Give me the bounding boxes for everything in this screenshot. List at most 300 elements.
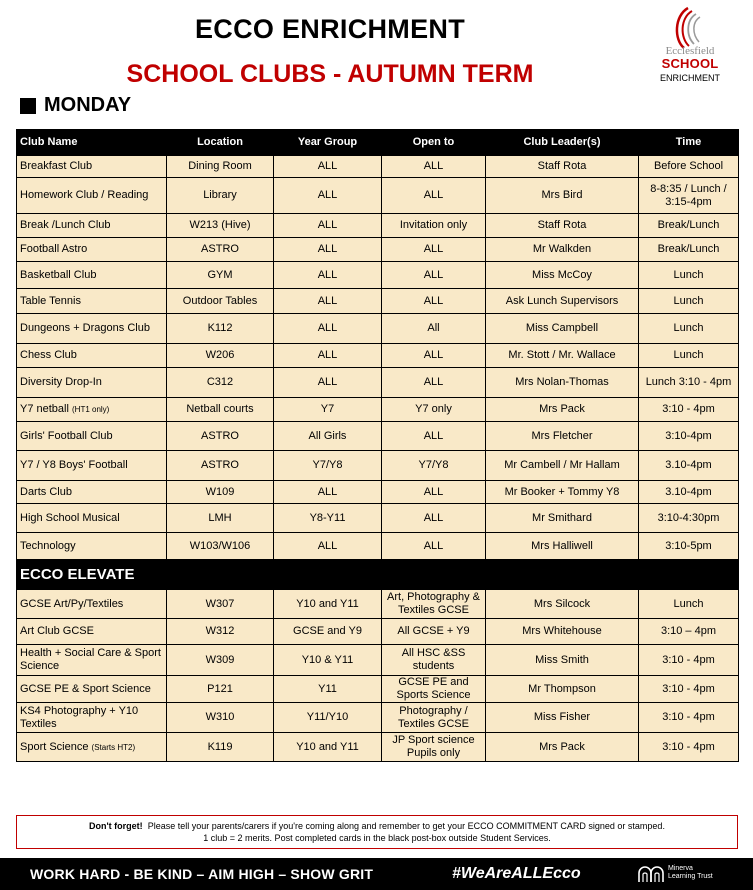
club-leader-text: Mrs Silcock <box>533 597 591 610</box>
location-cell <box>167 289 274 314</box>
footer-bar <box>0 858 753 890</box>
location-cell <box>167 368 274 398</box>
club-name-text: Health + Social Care & Sport Science <box>20 647 161 672</box>
location-cell <box>167 238 274 262</box>
open-to-cell <box>382 156 486 178</box>
location-text: ASTRO <box>201 459 239 471</box>
year-group-cell <box>274 344 382 368</box>
club-leader-text: Ask Lunch Supervisors <box>505 294 619 307</box>
section-title: ECCO ELEVATE <box>17 560 739 590</box>
table-row <box>17 676 739 703</box>
open-to-text: All <box>427 322 440 334</box>
time-text: 8-8:35 / Lunch / 3:15-4pm <box>650 182 727 208</box>
open-to-cell <box>382 533 486 560</box>
club-leader-cell <box>486 422 639 451</box>
open-to-text: ALL <box>423 429 444 442</box>
club-name-text: High School Musical <box>20 511 120 524</box>
year-group-cell <box>274 676 382 703</box>
club-name-text: Table Tennis <box>20 294 81 307</box>
year-group-cell <box>274 314 382 344</box>
club-leader-cell <box>486 533 639 560</box>
club-name-cell <box>17 533 167 560</box>
table-row <box>17 314 739 344</box>
open-to-cell <box>382 214 486 238</box>
open-to-text: Art, Photography & Textiles GCSE <box>387 591 480 616</box>
club-leader-cell <box>486 676 639 703</box>
club-name-cell <box>17 156 167 178</box>
table-row <box>17 645 739 676</box>
club-leader-cell <box>486 398 639 422</box>
table-row <box>17 262 739 289</box>
club-name-text: Homework Club / Reading <box>20 189 149 201</box>
club-leader-text: Mrs Bird <box>541 189 583 201</box>
club-name-cell <box>17 289 167 314</box>
time-text: Lunch <box>673 322 704 334</box>
club-name-cell <box>17 703 167 733</box>
table-row <box>17 703 739 733</box>
location-text: P121 <box>207 682 233 695</box>
table-row <box>17 178 739 214</box>
year-group-text: ALL <box>317 268 338 281</box>
club-name-cell <box>17 733 167 762</box>
club-leader-cell <box>486 289 639 314</box>
club-leader-text: Staff Rota <box>537 160 587 172</box>
year-group-text: Y11 <box>318 682 337 695</box>
location-cell <box>167 504 274 533</box>
open-to-text: ALL <box>423 189 444 201</box>
club-note-text: (HT1 only) <box>72 405 110 414</box>
year-group-text: ALL <box>317 539 338 552</box>
club-name-text: KS4 Photography + Y10 Textiles <box>20 704 139 730</box>
club-leader-cell <box>486 451 639 481</box>
open-to-text: ALL <box>423 376 444 388</box>
club-name-text: Basketball Club <box>20 268 97 281</box>
open-to-text: ALL <box>423 485 444 498</box>
location-text: W310 <box>205 711 235 723</box>
club-name-cell <box>17 262 167 289</box>
time-cell <box>639 481 739 504</box>
school-logo <box>640 4 740 96</box>
year-group-cell <box>274 398 382 422</box>
year-group-text: Y7/Y8 <box>312 459 343 471</box>
time-cell <box>639 344 739 368</box>
open-to-cell <box>382 504 486 533</box>
page-subtitle: SCHOOL CLUBS - AUTUMN TERM <box>126 60 534 88</box>
table-row <box>17 619 739 645</box>
year-group-text: Y10 and Y11 <box>296 597 359 610</box>
club-name-cell <box>17 422 167 451</box>
year-group-text: Y10 & Y11 <box>301 653 354 666</box>
club-name-text: Diversity Drop-In <box>20 376 102 388</box>
table-row <box>17 422 739 451</box>
open-to-text: ALL <box>423 243 444 255</box>
club-leader-text: Miss Smith <box>535 653 589 666</box>
year-group-cell <box>274 451 382 481</box>
year-group-text: ALL <box>317 294 338 307</box>
location-text: LMH <box>208 511 232 524</box>
open-to-text: Invitation only <box>399 219 468 231</box>
year-group-cell <box>274 368 382 398</box>
location-cell <box>167 156 274 178</box>
clubs-table <box>16 129 739 762</box>
location-text: Outdoor Tables <box>182 294 258 307</box>
location-text: ASTRO <box>201 243 239 255</box>
time-cell <box>639 645 739 676</box>
club-leader-text: Mrs Pack <box>539 740 585 753</box>
club-name-text: Sport Science <box>20 740 89 753</box>
column-header: Club Name <box>17 130 167 156</box>
club-leader-cell <box>486 344 639 368</box>
time-text: 3:10-4:30pm <box>657 511 720 524</box>
time-text: 3:10 - 4pm <box>662 711 715 723</box>
footer-slogan: WORK HARD - BE KIND – AIM HIGH – SHOW GRIT <box>30 866 374 882</box>
club-leader-text: Mr Smithard <box>532 511 592 524</box>
table-row <box>17 451 739 481</box>
location-cell <box>167 676 274 703</box>
open-to-text: ALL <box>423 268 444 281</box>
year-group-text: ALL <box>317 160 338 172</box>
time-text: Lunch <box>673 294 704 307</box>
club-leader-cell <box>486 733 639 762</box>
trust-logo <box>637 863 713 883</box>
club-leader-cell <box>486 178 639 214</box>
year-group-cell <box>274 504 382 533</box>
logo-line-school: SCHOOL <box>661 56 719 71</box>
time-cell <box>639 533 739 560</box>
year-group-cell <box>274 262 382 289</box>
club-leader-text: Miss Fisher <box>533 711 591 723</box>
club-leader-text: Mr Thompson <box>528 682 596 695</box>
time-text: Lunch <box>673 597 704 610</box>
club-leader-text: Miss Campbell <box>525 322 599 334</box>
year-group-text: ALL <box>317 219 338 231</box>
club-leader-cell <box>486 703 639 733</box>
open-to-cell <box>382 262 486 289</box>
year-group-text: Y11/Y10 <box>306 711 349 723</box>
time-text: 3:10 – 4pm <box>660 625 717 637</box>
square-bullet-icon <box>20 98 36 114</box>
open-to-text: Photography / Textiles GCSE <box>398 704 469 730</box>
time-cell <box>639 703 739 733</box>
club-leader-cell <box>486 238 639 262</box>
table-row <box>17 238 739 262</box>
table-row <box>17 344 739 368</box>
club-name-cell <box>17 676 167 703</box>
club-name-text: Y7 / Y8 Boys' Football <box>20 459 128 471</box>
location-cell <box>167 214 274 238</box>
year-group-cell <box>274 422 382 451</box>
open-to-cell <box>382 676 486 703</box>
club-name-cell <box>17 238 167 262</box>
day-label: MONDAY <box>44 94 132 116</box>
time-text: 3.10-4pm <box>665 485 712 498</box>
location-text: W109 <box>205 485 235 498</box>
location-cell <box>167 451 274 481</box>
time-text: Before School <box>653 160 724 172</box>
column-header: Open to <box>382 130 486 156</box>
time-cell <box>639 398 739 422</box>
open-to-text: ALL <box>423 294 444 307</box>
time-text: Break/Lunch <box>657 219 720 231</box>
table-row <box>17 289 739 314</box>
club-name-cell <box>17 214 167 238</box>
year-group-text: GCSE and Y9 <box>293 625 362 637</box>
open-to-text: ALL <box>423 160 444 172</box>
club-name-text: Girls' Football Club <box>20 429 113 442</box>
club-leader-text: Mr Booker + Tommy Y8 <box>504 485 620 498</box>
location-text: Netball courts <box>186 403 254 415</box>
notice-box <box>16 815 738 849</box>
club-leader-cell <box>486 214 639 238</box>
time-text: Lunch <box>673 349 704 361</box>
location-cell <box>167 314 274 344</box>
location-cell <box>167 398 274 422</box>
location-text: C312 <box>206 376 234 388</box>
time-cell <box>639 262 739 289</box>
location-cell <box>167 262 274 289</box>
footer-hashtag: #WeAreALLEcco <box>452 865 581 882</box>
time-text: 3:10 - 4pm <box>662 403 715 415</box>
open-to-text: All GCSE + Y9 <box>397 625 470 637</box>
year-group-cell <box>274 156 382 178</box>
column-header: Location <box>167 130 274 156</box>
year-group-text: ALL <box>317 349 338 361</box>
club-leader-text: Mrs Fletcher <box>531 429 593 442</box>
club-name-cell <box>17 314 167 344</box>
year-group-cell <box>274 238 382 262</box>
time-cell <box>639 733 739 762</box>
club-name-text: GCSE Art/Py/Textiles <box>20 597 124 610</box>
club-leader-cell <box>486 262 639 289</box>
year-group-text: Y7 <box>320 403 335 415</box>
club-leader-text: Staff Rota <box>537 219 587 231</box>
open-to-cell <box>382 178 486 214</box>
club-leader-text: Mr. Stott / Mr. Wallace <box>508 349 616 361</box>
location-cell <box>167 645 274 676</box>
club-leader-cell <box>486 368 639 398</box>
year-group-text: All Girls <box>308 429 347 442</box>
location-text: W309 <box>205 653 235 666</box>
location-cell <box>167 344 274 368</box>
club-name-text: Technology <box>20 539 76 552</box>
club-leader-text: Miss McCoy <box>532 268 592 281</box>
time-text: 3:10-5pm <box>665 539 712 552</box>
open-to-text: Y7 only <box>415 403 452 415</box>
time-cell <box>639 178 739 214</box>
notice-line-2: 1 club = 2 merits. Post completed cards in the black post-box outside Student Services. <box>203 833 551 843</box>
time-text: 3.10-4pm <box>665 459 712 471</box>
time-text: Break/Lunch <box>657 243 720 255</box>
location-text: W103/W106 <box>189 539 251 552</box>
location-text: W307 <box>205 597 235 610</box>
column-header: Time <box>639 130 739 156</box>
club-leader-cell <box>486 504 639 533</box>
club-name-cell <box>17 619 167 645</box>
year-group-text: ALL <box>317 322 338 334</box>
club-note-text: (Starts HT2) <box>91 742 136 752</box>
trust-name: Minerva <box>668 865 693 872</box>
open-to-text: GCSE PE and Sports Science <box>396 676 471 701</box>
club-leader-text: Mr Cambell / Mr Hallam <box>504 459 620 471</box>
club-name-text: Football Astro <box>20 243 88 255</box>
year-group-cell <box>274 178 382 214</box>
year-group-text: Y10 and Y11 <box>296 740 359 753</box>
open-to-text: ALL <box>423 349 444 361</box>
location-text: Library <box>203 189 237 201</box>
club-name-text: Darts Club <box>20 485 72 498</box>
open-to-text: ALL <box>423 539 444 552</box>
year-group-cell <box>274 703 382 733</box>
open-to-cell <box>382 451 486 481</box>
club-name-text: Chess Club <box>20 349 77 361</box>
location-cell <box>167 619 274 645</box>
club-leader-text: Mrs Pack <box>539 403 585 415</box>
table-row <box>17 533 739 560</box>
logo-line-ecclesfield: Ecclesfield <box>665 45 715 57</box>
day-heading <box>20 94 131 117</box>
section-row-ecco-elevate <box>17 560 739 590</box>
club-name-text: Y7 netball <box>20 403 69 415</box>
location-text: K119 <box>207 740 233 753</box>
table-row <box>17 733 739 762</box>
time-text: 3:10 - 4pm <box>662 740 715 753</box>
time-cell <box>639 504 739 533</box>
time-text: Lunch <box>673 268 704 281</box>
year-group-cell <box>274 533 382 560</box>
table-row <box>17 368 739 398</box>
open-to-cell <box>382 422 486 451</box>
open-to-cell <box>382 238 486 262</box>
open-to-cell <box>382 481 486 504</box>
club-name-text: Breakfast Club <box>20 160 93 172</box>
year-group-cell <box>274 481 382 504</box>
open-to-cell <box>382 703 486 733</box>
open-to-cell <box>382 398 486 422</box>
year-group-text: ALL <box>317 243 338 255</box>
time-cell <box>639 156 739 178</box>
notice-lead: Don't forget! <box>89 821 143 831</box>
time-cell <box>639 422 739 451</box>
year-group-cell <box>274 289 382 314</box>
time-text: 3:10 - 4pm <box>662 653 715 666</box>
time-cell <box>639 590 739 619</box>
location-text: ASTRO <box>201 429 239 442</box>
club-name-text: Dungeons + Dragons Club <box>20 322 150 334</box>
table-row <box>17 214 739 238</box>
club-name-cell <box>17 178 167 214</box>
year-group-cell <box>274 214 382 238</box>
open-to-text: JP Sport science Pupils only <box>392 734 475 759</box>
time-text: 3:10-4pm <box>665 429 712 442</box>
club-leader-text: Mrs Nolan-Thomas <box>515 376 609 388</box>
location-text: K112 <box>207 322 233 334</box>
club-leader-cell <box>486 314 639 344</box>
club-leader-cell <box>486 156 639 178</box>
year-group-text: ALL <box>317 485 338 498</box>
trust-subtitle: Learning Trust <box>668 873 713 880</box>
table-row <box>17 590 739 619</box>
club-name-cell <box>17 481 167 504</box>
year-group-cell <box>274 590 382 619</box>
club-leader-text: Mrs Whitehouse <box>522 625 602 637</box>
location-cell <box>167 481 274 504</box>
column-header: Year Group <box>274 130 382 156</box>
time-cell <box>639 314 739 344</box>
table-row <box>17 504 739 533</box>
location-text: W312 <box>205 625 235 637</box>
open-to-text: Y7/Y8 <box>418 459 449 471</box>
club-name-cell <box>17 344 167 368</box>
open-to-cell <box>382 590 486 619</box>
location-text: GYM <box>207 268 233 281</box>
location-cell <box>167 178 274 214</box>
time-cell <box>639 676 739 703</box>
time-cell <box>639 289 739 314</box>
year-group-text: Y8-Y11 <box>309 511 346 524</box>
logo-line-enrichment: ENRICHMENT <box>660 73 720 83</box>
club-name-cell <box>17 645 167 676</box>
open-to-cell <box>382 645 486 676</box>
open-to-cell <box>382 314 486 344</box>
year-group-cell <box>274 645 382 676</box>
club-name-cell <box>17 590 167 619</box>
location-cell <box>167 533 274 560</box>
club-name-cell <box>17 504 167 533</box>
location-text: W213 (Hive) <box>189 219 251 231</box>
ripple-logo-icon <box>668 4 712 50</box>
open-to-cell <box>382 368 486 398</box>
club-leader-text: Mrs Halliwell <box>531 539 593 552</box>
location-text: Dining Room <box>188 160 252 172</box>
location-cell <box>167 733 274 762</box>
time-cell <box>639 451 739 481</box>
club-name-cell <box>17 398 167 422</box>
time-cell <box>639 619 739 645</box>
club-leader-cell <box>486 590 639 619</box>
time-text: Lunch 3:10 - 4pm <box>645 376 732 388</box>
location-text: W206 <box>205 349 235 361</box>
location-cell <box>167 590 274 619</box>
club-name-cell <box>17 368 167 398</box>
time-cell <box>639 368 739 398</box>
club-name-cell <box>17 451 167 481</box>
notice-line-1: Please tell your parents/carers if you're coming along and remember to get your ECCO COMMITMENT CARD signed or stamped. <box>147 821 665 831</box>
club-name-text: Art Club GCSE <box>20 625 94 637</box>
location-cell <box>167 703 274 733</box>
year-group-cell <box>274 733 382 762</box>
open-to-text: ALL <box>423 511 444 524</box>
open-to-cell <box>382 289 486 314</box>
open-to-cell <box>382 344 486 368</box>
year-group-text: ALL <box>317 376 338 388</box>
club-leader-text: Mr Walkden <box>532 243 592 255</box>
club-leader-cell <box>486 481 639 504</box>
club-leader-cell <box>486 619 639 645</box>
year-group-text: ALL <box>317 189 338 201</box>
table-row <box>17 398 739 422</box>
location-cell <box>167 422 274 451</box>
time-cell <box>639 238 739 262</box>
minerva-arches-icon <box>637 863 665 883</box>
open-to-text: All HSC &SS students <box>401 647 466 672</box>
time-cell <box>639 214 739 238</box>
open-to-cell <box>382 619 486 645</box>
open-to-cell <box>382 733 486 762</box>
club-name-text: GCSE PE & Sport Science <box>20 682 151 695</box>
column-header: Club Leader(s) <box>486 130 639 156</box>
club-leader-cell <box>486 645 639 676</box>
time-text: 3:10 - 4pm <box>662 682 715 695</box>
